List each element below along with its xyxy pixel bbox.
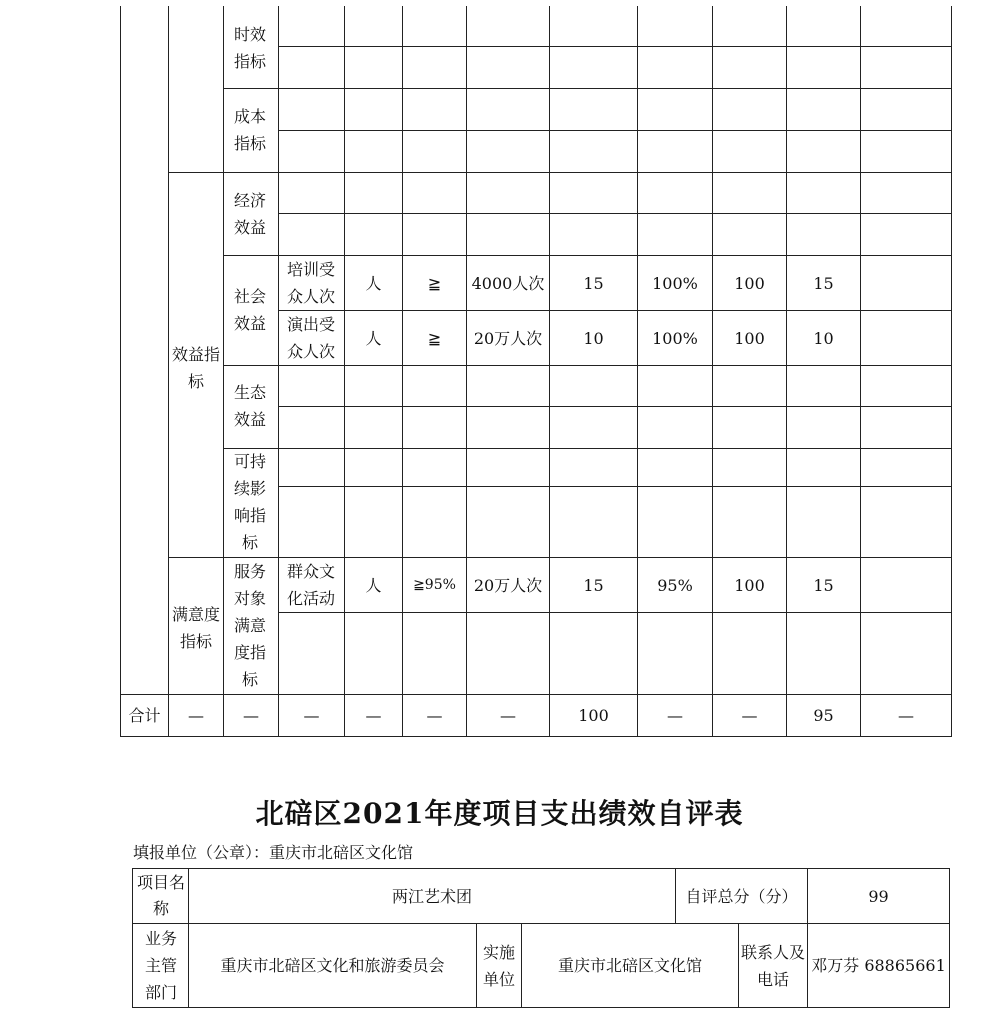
indicator-actual: 100% bbox=[652, 273, 698, 293]
indicator-actual: 95% bbox=[657, 575, 693, 595]
contact-label: 联系人及电话 bbox=[741, 942, 806, 989]
performance-indicator-table bbox=[120, 6, 952, 737]
label-sustainable: 可持续影响指标 bbox=[233, 452, 266, 552]
total-score: 95 bbox=[813, 706, 834, 725]
indicator-score: 15 bbox=[813, 575, 834, 595]
indicator-weight: 15 bbox=[583, 575, 604, 595]
indicator-score: 15 bbox=[813, 273, 834, 293]
dept-label: 业务主管部门 bbox=[144, 929, 177, 1002]
label-service-satisfaction: 服务对象满意度指标 bbox=[233, 561, 266, 689]
self-score-value: 99 bbox=[868, 886, 889, 906]
indicator-score-rate: 100 bbox=[734, 328, 765, 348]
indicator-name: 培训受众人次 bbox=[286, 260, 335, 306]
total-dash: — bbox=[188, 706, 204, 725]
indicator-unit: 人 bbox=[365, 273, 382, 293]
label-timeliness: 时效指标 bbox=[233, 25, 266, 71]
total-dash: — bbox=[898, 706, 914, 725]
indicator-unit: 人 bbox=[365, 328, 382, 348]
total-dash: — bbox=[741, 706, 758, 725]
total-label: 合计 bbox=[128, 706, 161, 725]
contact-value: 邓万芬 68865661 bbox=[811, 956, 946, 975]
indicator-unit: 人 bbox=[365, 575, 382, 595]
fill-unit: 填报单位（公章）：重庆市北碚区文化馆 bbox=[133, 843, 414, 862]
total-dash: — bbox=[426, 706, 443, 725]
page-title: 北碚区2021年度项目支出绩效自评表 bbox=[255, 797, 744, 830]
indicator-operator: ≧95% bbox=[413, 576, 456, 593]
total-dash: — bbox=[667, 706, 683, 725]
label-benefit: 效益指标 bbox=[171, 345, 220, 391]
self-score-label: 自评总分（分） bbox=[685, 886, 798, 906]
indicator-target: 20万人次 bbox=[473, 328, 543, 348]
label-cost: 成本指标 bbox=[233, 107, 266, 153]
label-social: 社会效益 bbox=[233, 287, 266, 333]
project-info-table bbox=[132, 868, 950, 1008]
indicator-target: 4000人次 bbox=[471, 273, 545, 293]
total-weight: 100 bbox=[578, 706, 609, 725]
indicator-actual: 100% bbox=[652, 328, 698, 348]
total-dash: — bbox=[365, 706, 382, 725]
indicator-score-rate: 100 bbox=[734, 273, 765, 293]
indicator-name: 群众文化活动 bbox=[286, 562, 335, 608]
label-ecological: 生态效益 bbox=[233, 383, 266, 429]
indicator-score: 10 bbox=[813, 328, 834, 348]
indicator-target: 20万人次 bbox=[473, 575, 543, 595]
dept-value: 重庆市北碚区文化和旅游委员会 bbox=[220, 956, 445, 975]
impl-label: 实施单位 bbox=[482, 942, 515, 989]
indicator-operator: ≧ bbox=[427, 273, 442, 293]
label-satisfaction: 满意度指标 bbox=[171, 605, 220, 651]
project-name-label: 项目名称 bbox=[137, 873, 186, 918]
project-name-value: 两江艺术团 bbox=[391, 886, 472, 906]
total-dash: — bbox=[500, 706, 516, 725]
total-dash: — bbox=[243, 706, 259, 725]
total-dash: — bbox=[303, 706, 320, 725]
indicator-operator: ≧ bbox=[427, 328, 442, 348]
indicator-weight: 15 bbox=[583, 273, 604, 293]
indicator-score-rate: 100 bbox=[734, 575, 765, 595]
indicator-weight: 10 bbox=[583, 328, 604, 348]
indicator-name: 演出受众人次 bbox=[286, 315, 335, 361]
impl-value: 重庆市北碚区文化馆 bbox=[557, 956, 702, 975]
label-economic: 经济效益 bbox=[233, 191, 266, 237]
